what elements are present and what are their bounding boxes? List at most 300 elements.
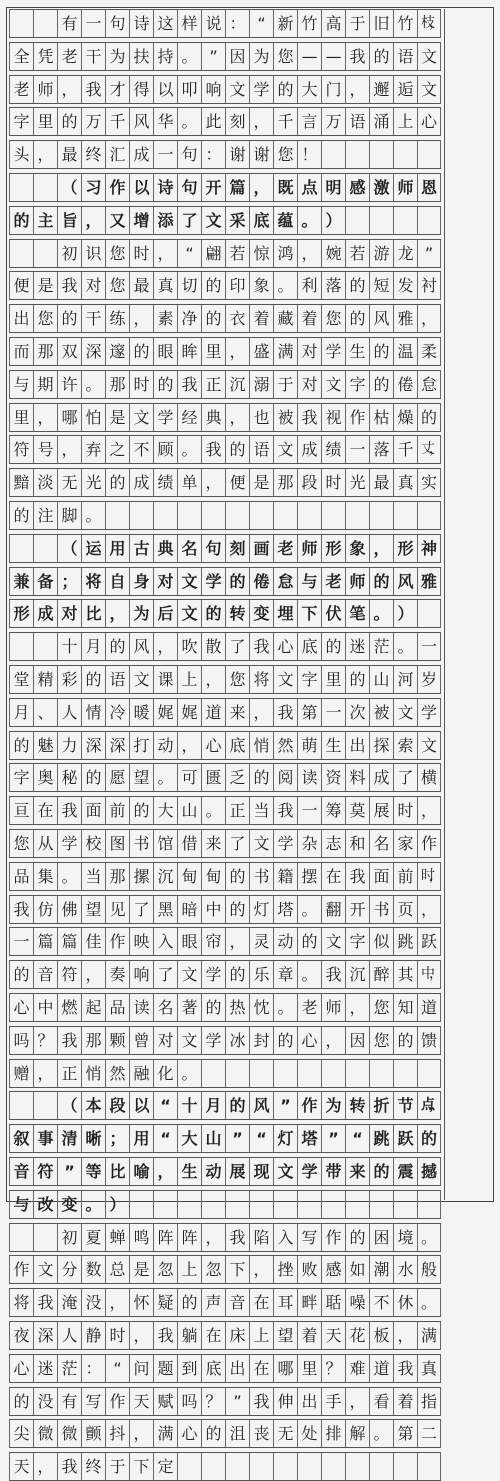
grid-cell: 添	[153, 207, 177, 234]
grid-cell: 语	[345, 108, 369, 135]
grid-cell: 知	[393, 994, 417, 1021]
grid-cell	[9, 535, 33, 562]
grid-cell: 的	[201, 272, 225, 299]
grid-cell: 成	[129, 141, 153, 168]
grid-cell: 的	[177, 1289, 201, 1316]
grid-cell: 上	[177, 1256, 201, 1283]
grid-cell: 。	[273, 994, 297, 1021]
grid-cell: 惊	[249, 240, 273, 267]
grid-cell: 怠	[273, 568, 297, 595]
grid-cell: 馆	[153, 830, 177, 857]
grid-cell: 。	[417, 1289, 441, 1316]
grid-cell: 。	[201, 797, 225, 824]
grid-cell	[345, 1453, 369, 1480]
grid-cell: 忱	[249, 994, 273, 1021]
grid-cell: 问	[129, 1355, 153, 1382]
grid-cell: 的	[417, 1125, 441, 1152]
grid-cell: 打	[129, 732, 153, 759]
grid-row	[9, 960, 441, 989]
grid-cell: ？	[321, 1355, 345, 1382]
grid-cell: 动	[273, 928, 297, 955]
grid-cell: 道	[369, 1355, 393, 1382]
grid-cell: 精	[33, 666, 57, 693]
grid-cell: 的	[201, 1420, 225, 1447]
grid-cell	[369, 1191, 393, 1218]
grid-cell: ，	[201, 666, 225, 693]
grid-cell: 的	[201, 994, 225, 1021]
grid-cell: 。	[57, 863, 81, 890]
grid-cell	[417, 1453, 441, 1480]
grid-cell: 说	[201, 10, 225, 37]
grid-cell: 形	[321, 535, 345, 562]
grid-cell: 二	[417, 1420, 441, 1447]
grid-cell: 符	[33, 1158, 57, 1185]
grid-cell: 真	[153, 272, 177, 299]
grid-cell: 下	[297, 600, 321, 627]
grid-cell: 出	[9, 305, 33, 332]
grid-cell: 颤	[81, 1420, 105, 1447]
grid-cell: 是	[129, 1256, 153, 1283]
grid-cell: 萌	[297, 732, 321, 759]
grid-cell: 开	[345, 896, 369, 923]
grid-cell: 比	[81, 600, 105, 627]
grid-cell: 老	[297, 994, 321, 1021]
grid-cell: 符	[57, 961, 81, 988]
grid-cell: 迷	[345, 633, 369, 660]
grid-cell: 师	[345, 568, 369, 595]
grid-cell: 从	[33, 830, 57, 857]
grid-cell: 经	[177, 404, 201, 431]
grid-cell: 风	[129, 108, 153, 135]
grid-cell: 我	[57, 272, 81, 299]
grid-cell	[297, 1453, 321, 1480]
grid-cell: 赠	[9, 1060, 33, 1087]
grid-cell: ，	[297, 240, 321, 267]
grid-cell: 增	[129, 207, 153, 234]
grid-cell: 夏	[81, 1224, 105, 1251]
grid-cell: 音	[33, 961, 57, 988]
grid-cell: 的	[9, 961, 33, 988]
grid-cell: 文	[417, 732, 441, 759]
grid-cell: 板	[369, 1322, 393, 1349]
grid-cell: 课	[153, 666, 177, 693]
grid-cell: 您	[225, 666, 249, 693]
grid-cell	[369, 1060, 393, 1087]
grid-cell: 著	[177, 994, 201, 1021]
grid-cell: 与	[297, 568, 321, 595]
grid-cell: 婉	[321, 240, 345, 267]
grid-cell: 冷	[105, 699, 129, 726]
grid-cell: 我	[249, 1388, 273, 1415]
grid-cell: ”	[417, 240, 441, 267]
grid-cell: ？	[201, 1388, 225, 1415]
grid-cell: 前	[393, 863, 417, 890]
grid-cell	[273, 1453, 297, 1480]
grid-cell: 诗	[129, 10, 153, 37]
grid-cell: 邂	[369, 76, 393, 103]
grid-cell	[297, 1191, 321, 1218]
grid-cell: 号	[33, 436, 57, 463]
grid-cell	[417, 600, 441, 627]
grid-cell: 道	[417, 994, 441, 1021]
grid-cell: 此	[201, 108, 225, 135]
grid-cell: 前	[105, 797, 129, 824]
grid-row	[9, 567, 441, 596]
grid-cell: 匮	[201, 764, 225, 791]
grid-cell: 心	[9, 1355, 33, 1382]
grid-cell: 馈	[417, 1027, 441, 1054]
grid-cell: 的	[9, 1388, 33, 1415]
grid-cell: 在	[33, 797, 57, 824]
grid-cell: 入	[153, 928, 177, 955]
grid-cell: 料	[345, 764, 369, 791]
grid-cell: 最	[129, 272, 153, 299]
grid-cell: 夜	[9, 1322, 33, 1349]
grid-cell	[345, 1191, 369, 1218]
grid-cell: 响	[129, 961, 153, 988]
grid-cell: 哪	[57, 404, 81, 431]
grid-row	[9, 1157, 441, 1186]
grid-cell: 了	[393, 764, 417, 791]
grid-cell: 又	[105, 207, 129, 234]
grid-cell: 万	[321, 108, 345, 135]
grid-cell: ，	[33, 141, 57, 168]
grid-cell: ，	[417, 305, 441, 332]
grid-cell: 可	[177, 764, 201, 791]
grid-cell: 形	[9, 600, 33, 627]
grid-cell: ，	[201, 1224, 225, 1251]
grid-cell: 黯	[9, 469, 33, 496]
grid-cell: 文	[177, 600, 201, 627]
grid-cell: 借	[177, 830, 201, 857]
grid-cell: 在	[249, 1289, 273, 1316]
grid-cell: 尖	[9, 1420, 33, 1447]
grid-cell: 文	[417, 43, 441, 70]
grid-cell	[9, 1224, 33, 1251]
grid-cell: ，	[345, 76, 369, 103]
grid-row	[9, 1419, 441, 1448]
grid-cell: 而	[9, 338, 33, 365]
grid-cell: 段	[297, 469, 321, 496]
grid-row	[9, 271, 441, 300]
grid-cell: 底	[297, 633, 321, 660]
grid-cell: 的	[9, 207, 33, 234]
grid-cell: 凭	[33, 43, 57, 70]
grid-cell	[393, 207, 417, 234]
grid-cell: 将	[9, 1289, 33, 1316]
grid-cell: 折	[369, 1092, 393, 1119]
grid-cell: 我	[273, 699, 297, 726]
grid-cell: ：	[201, 141, 225, 168]
grid-cell: 单	[177, 469, 201, 496]
grid-row	[9, 337, 441, 366]
grid-cell: 文	[33, 1256, 57, 1283]
grid-cell: 心	[297, 1027, 321, 1054]
grid-cell: 蕴	[273, 207, 297, 234]
grid-cell: 见	[105, 896, 129, 923]
grid-cell: 落	[369, 436, 393, 463]
grid-cell: 既	[273, 174, 297, 201]
grid-cell: 燃	[57, 994, 81, 1021]
grid-cell: 里	[201, 338, 225, 365]
grid-cell: 般	[417, 1256, 441, 1283]
grid-cell: 作	[9, 1256, 33, 1283]
grid-cell: 声	[201, 1289, 225, 1316]
grid-cell	[9, 174, 33, 201]
grid-cell	[201, 1453, 225, 1480]
grid-cell: 风	[249, 1092, 273, 1119]
grid-row	[9, 206, 441, 235]
grid-cell: ，	[153, 240, 177, 267]
grid-cell	[321, 1060, 345, 1087]
grid-cell: ，	[417, 896, 441, 923]
grid-cell	[9, 633, 33, 660]
grid-cell: ；	[105, 1125, 129, 1152]
grid-cell: 满	[153, 1420, 177, 1447]
grid-cell: 文	[225, 76, 249, 103]
grid-cell: 震	[393, 1158, 417, 1185]
grid-cell: ”	[273, 1092, 297, 1119]
grid-cell: 籍	[273, 863, 297, 890]
grid-cell: 切	[177, 272, 201, 299]
grid-cell: 于	[105, 1453, 129, 1480]
grid-cell: 看	[369, 1388, 393, 1415]
grid-cell: 聒	[321, 1289, 345, 1316]
grid-cell: ”	[321, 1125, 345, 1152]
grid-cell: 数	[81, 1256, 105, 1283]
grid-cell: 到	[177, 1355, 201, 1382]
grid-cell: 字	[297, 666, 321, 693]
grid-cell	[201, 502, 225, 529]
grid-cell: “	[345, 1125, 369, 1152]
grid-cell: 名	[369, 830, 393, 857]
grid-cell: 的	[225, 961, 249, 988]
grid-cell: 象	[345, 535, 369, 562]
grid-cell: “	[153, 1092, 177, 1119]
grid-cell: 的	[297, 928, 321, 955]
grid-cell: 的	[369, 371, 393, 398]
grid-cell: ，	[105, 1289, 129, 1316]
grid-cell: 您	[33, 305, 57, 332]
grid-cell	[225, 1191, 249, 1218]
grid-cell: 文	[321, 371, 345, 398]
grid-cell: ”	[225, 1125, 249, 1152]
grid-cell: 于	[345, 10, 369, 37]
grid-cell: 读	[129, 994, 153, 1021]
grid-cell: 处	[297, 1420, 321, 1447]
grid-cell: 落	[321, 272, 345, 299]
grid-cell: 阅	[273, 764, 297, 791]
grid-cell: 顾	[153, 436, 177, 463]
grid-cell: 大	[153, 797, 177, 824]
grid-cell: 面	[81, 797, 105, 824]
grid-cell: 后	[153, 600, 177, 627]
grid-cell: 吗	[9, 1027, 33, 1054]
grid-cell: ，	[129, 1322, 153, 1349]
grid-cell: 。	[417, 1224, 441, 1251]
grid-cell: 华	[153, 108, 177, 135]
grid-cell: 双	[57, 338, 81, 365]
grid-cell: 我	[225, 1224, 249, 1251]
grid-cell: 句	[105, 10, 129, 37]
grid-cell: 心	[9, 994, 33, 1021]
grid-cell: 作	[105, 1388, 129, 1415]
grid-cell: 枝，	[417, 10, 441, 37]
grid-cell: 对	[297, 338, 321, 365]
grid-cell: 与	[9, 371, 33, 398]
grid-cell	[33, 535, 57, 562]
grid-cell: 映	[129, 928, 153, 955]
grid-cell: 心	[417, 108, 441, 135]
grid-cell: 千	[393, 436, 417, 463]
grid-cell: 淡	[33, 469, 57, 496]
grid-cell: 以	[129, 174, 153, 201]
grid-cell: 我	[201, 436, 225, 463]
grid-cell: 身	[129, 568, 153, 595]
grid-row	[9, 665, 441, 694]
grid-cell: 中	[201, 896, 225, 923]
grid-cell: 我	[345, 863, 369, 890]
grid-cell: 天	[321, 1322, 345, 1349]
grid-cell: 为	[321, 1092, 345, 1119]
grid-cell: 耳	[273, 1289, 297, 1316]
grid-cell: 本	[81, 1092, 105, 1119]
grid-cell: 十	[57, 633, 81, 660]
grid-cell: 定	[153, 1453, 177, 1480]
grid-cell: “	[105, 1355, 129, 1382]
grid-cell: 心	[177, 1420, 201, 1447]
grid-cell: 对	[153, 568, 177, 595]
grid-cell: 月	[81, 633, 105, 660]
grid-cell: 枯	[369, 404, 393, 431]
grid-cell: 您	[105, 272, 129, 299]
grid-cell: 文	[129, 666, 153, 693]
grid-cell: 上	[177, 666, 201, 693]
grid-cell: 那	[33, 338, 57, 365]
grid-cell: 将	[249, 666, 273, 693]
grid-cell: 的	[225, 436, 249, 463]
grid-cell: 天	[9, 1453, 33, 1480]
grid-cell: 哪	[273, 1355, 297, 1382]
grid-cell: 最	[57, 141, 81, 168]
grid-cell: 淹	[57, 1289, 81, 1316]
grid-cell: 若	[225, 240, 249, 267]
grid-cell: 音	[225, 1289, 249, 1316]
grid-cell	[225, 502, 249, 529]
grid-cell: 您	[9, 830, 33, 857]
grid-cell: 光	[345, 469, 369, 496]
grid-cell: 事	[33, 1125, 57, 1152]
grid-cell: 静	[81, 1322, 105, 1349]
grid-cell: 我	[57, 1453, 81, 1480]
grid-cell: 点，	[417, 1092, 441, 1119]
grid-cell: 上	[249, 1322, 273, 1349]
grid-cell: 天	[129, 1388, 153, 1415]
grid-cell: 刻	[225, 108, 249, 135]
grid-cell: 彩	[57, 666, 81, 693]
grid-row	[9, 9, 441, 38]
grid-cell: 采	[225, 207, 249, 234]
grid-cell: 。	[153, 764, 177, 791]
grid-cell: 跳	[393, 928, 417, 955]
grid-cell: 燥	[393, 404, 417, 431]
grid-cell: 符	[9, 436, 33, 463]
grid-cell: 头	[9, 141, 33, 168]
grid-cell: ，	[57, 436, 81, 463]
grid-cell: 页	[393, 896, 417, 923]
grid-cell	[345, 141, 369, 168]
grid-cell: 展	[369, 797, 393, 824]
grid-cell: 若	[345, 240, 369, 267]
grid-cell: ，	[249, 174, 273, 201]
grid-cell	[33, 10, 57, 37]
grid-cell: ，	[81, 207, 105, 234]
grid-cell: 鸿	[273, 240, 297, 267]
grid-cell: 脚	[57, 502, 81, 529]
grid-cell: ，	[129, 305, 153, 332]
grid-cell: 情	[81, 699, 105, 726]
grid-cell: 学	[57, 830, 81, 857]
grid-cell: ，	[345, 994, 369, 1021]
grid-cell: 将	[81, 568, 105, 595]
grid-cell: 心	[273, 633, 297, 660]
grid-cell	[417, 207, 441, 234]
grid-cell: 迷	[33, 1355, 57, 1382]
grid-cell: 化	[153, 1060, 177, 1087]
grid-cell: 展	[225, 1158, 249, 1185]
grid-cell: 学	[249, 76, 273, 103]
grid-cell: （	[57, 535, 81, 562]
grid-cell: ，	[81, 961, 105, 988]
grid-cell: 灯	[273, 1125, 297, 1152]
grid-cell: 动	[201, 1158, 225, 1185]
grid-cell: 晰	[81, 1125, 105, 1152]
grid-cell: 篇	[57, 928, 81, 955]
grid-cell	[153, 502, 177, 529]
grid-cell: 我	[321, 961, 345, 988]
grid-cell: 撼	[417, 1158, 441, 1185]
grid-cell: 成	[369, 764, 393, 791]
grid-cell: 雅	[417, 568, 441, 595]
grid-cell: 文	[177, 568, 201, 595]
grid-cell: 旨	[57, 207, 81, 234]
grid-cell	[225, 1453, 249, 1480]
grid-row	[9, 829, 441, 858]
grid-cell: 我	[273, 797, 297, 824]
grid-cell	[201, 1060, 225, 1087]
grid-cell: 时	[321, 469, 345, 496]
grid-cell	[393, 1453, 417, 1480]
grid-cell: 龙	[393, 240, 417, 267]
grid-cell	[153, 1191, 177, 1218]
grid-cell: 生	[321, 732, 345, 759]
grid-cell: 没	[81, 1289, 105, 1316]
grid-cell: 大	[297, 76, 321, 103]
grid-cell: ，	[417, 797, 441, 824]
grid-cell: 伏	[321, 600, 345, 627]
grid-cell: 那	[105, 371, 129, 398]
grid-cell: 高	[321, 10, 345, 37]
grid-cell: 清	[57, 1125, 81, 1152]
grid-cell: 诗	[153, 174, 177, 201]
grid-cell: 埋	[273, 600, 297, 627]
grid-cell: 笔	[345, 600, 369, 627]
grid-cell: 我	[153, 1322, 177, 1349]
grid-cell: 月	[9, 699, 33, 726]
grid-cell	[297, 1060, 321, 1087]
grid-cell: 佛	[57, 896, 81, 923]
grid-cell: 热	[225, 994, 249, 1021]
